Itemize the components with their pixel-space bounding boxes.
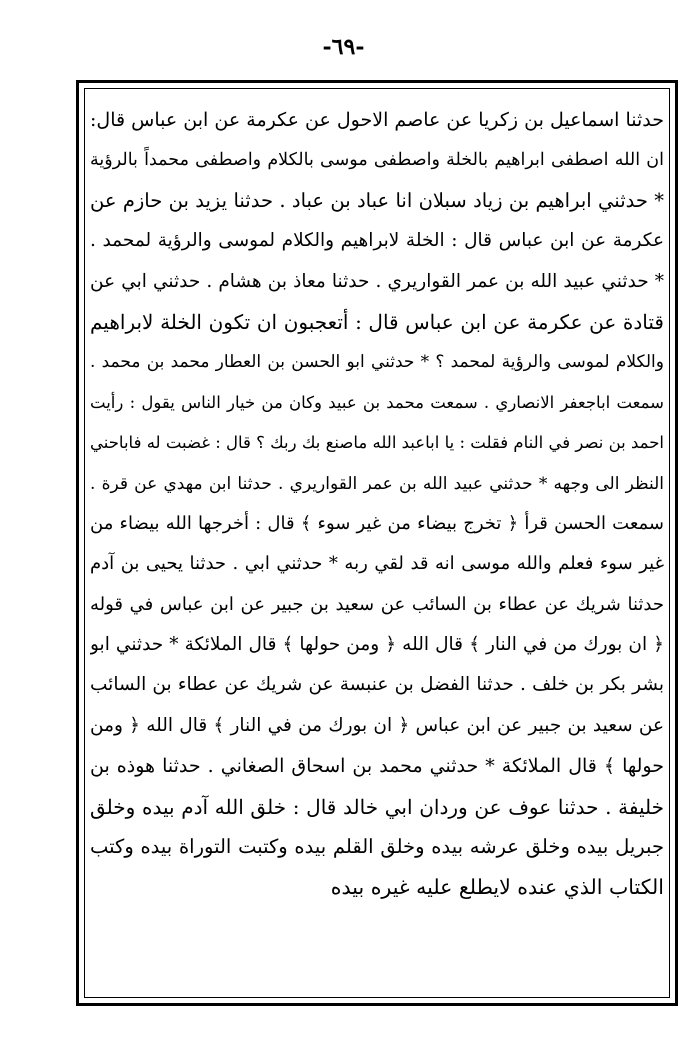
text-line: حدثنا شريك عن عطاء بن السائب عن سعيد بن جبير عن ابن عباس في قوله [90,593,664,615]
text-line: سمعت اباجعفر الانصاري . سمعت محمد بن عبيد وكان من خيار الناس يقول : رأيت [90,392,664,412]
text-block [90,100,664,990]
text-line: قتادة عن عكرمة عن ابن عباس قال : أتعجبون ان تكون الخلة لابراهيم [90,309,664,334]
text-line: خليفة . حدثنا عوف عن وردان ابي خالد قال : خلق الله آدم بيده وخلق [90,794,664,819]
text-line: عكرمة عن ابن عباس قال : الخلة لابراهيم والكلام لموسى والرؤية لمحمد . [90,230,664,252]
text-line: عن سعيد بن جبير عن ابن عباس ﴿ ان بورك من في النار ﴾ قال الله ﴿ ومن [90,714,664,736]
text-line: النظر الى وجهه * حدثني عبيد الله بن عمر القواريري . حدثنا ابن مهدي عن قرة . [90,473,664,494]
text-line: غير سوء فعلم والله موسى انه قد لقي ربه * حدثني ابي . حدثنا يحيى بن آدم [90,553,664,575]
text-line: * حدثني ابراهيم بن زياد سبلان انا عباد بن عباد . حدثنا يزيد بن حازم عن [90,188,664,212]
text-line: بشر بكر بن خلف . حدثنا الفضل بن عنبسة عن شريك عن عطاء بن السائب [90,674,664,696]
text-line: والكلام لموسى والرؤية لمحمد ؟ * حدثني ابو الحسن بن العطار محمد بن محمد . [90,352,664,373]
page-number: -٦٩- [322,34,365,60]
text-line: الكتاب الذي عنده لايطلع عليه غيره بيده [330,875,664,900]
text-line: حولها ﴾ قال الملائكة * حدثني محمد بن اسحاق الصغاني . حدثنا هوذه بن [90,755,664,778]
text-line: ﴿ ان بورك من في النار ﴾ قال الله ﴿ ومن حولها ﴾ قال الملائكة * حدثني ابو [90,634,664,656]
text-line: حدثنا اسماعيل بن زكريا عن عاصم الاحول عن عكرمة عن ابن عباس قال: [90,109,664,131]
text-line: جبريل بيده وخلق عرشه بيده وخلق القلم بيده وكتبت التوراة بيده وكتب [90,835,664,859]
text-line: سمعت الحسن قرأ ﴿ تخرج بيضاء من غير سوء ﴾ قال : أخرجها الله بيضاء من [90,512,664,534]
text-line: احمد بن نصر في النام فقلت : يا اباعبد الله ماصنع بك ربك ؟ قال : غضبت له فاباحني [90,433,664,453]
text-line: ان الله اصطفى ابراهيم بالخلة واصطفى موسى بالكلام واصطفى محمداً بالرؤية [90,150,664,171]
text-line: * حدثني عبيد الله بن عمر القواريري . حدثنا معاذ بن هشام . حدثني ابي عن [90,270,664,292]
